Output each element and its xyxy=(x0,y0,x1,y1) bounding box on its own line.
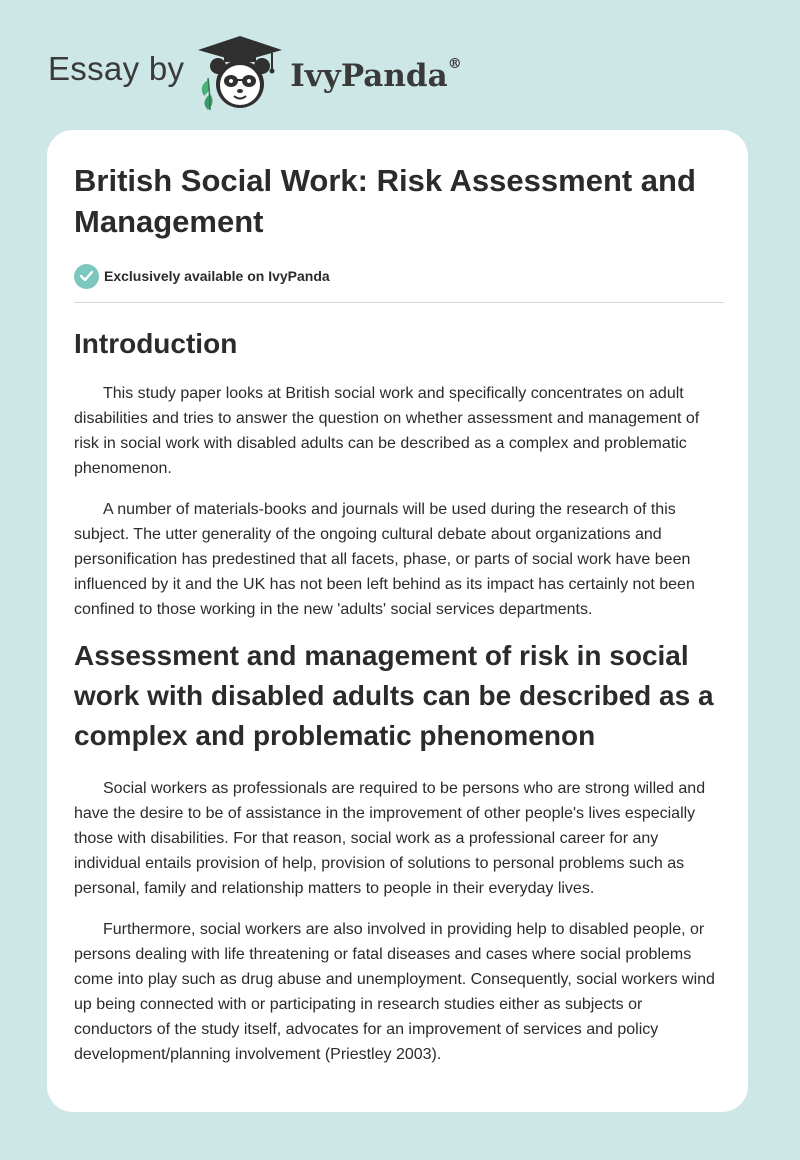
section-heading-assessment: Assessment and management of risk in social work with disabled adults can be described as a complex and problematic phenomenon xyxy=(74,640,714,751)
essay-title: British Social Work: Risk Assessment and Management xyxy=(74,163,696,239)
paragraph: Social workers as professionals are required to be persons who are strong willed and have the desire to be of assistance in the improvement of other people's lives especially those with disabilities. For that reason, social work as a professional career for any individual entails provision of help, provision of solutions to personal problems such as personal, family and relationship matters to people in their everyday lives. xyxy=(74,780,706,897)
paragraph: This study paper looks at British social work and specifically concentrates on adult disabilities and tries to answer the question on whether assessment and management of risk in social work with disabled adults can be described as a complex and problematic phenomenon. xyxy=(74,385,700,477)
brand-name[interactable]: IvyPanda® xyxy=(290,56,462,94)
essay-content xyxy=(74,160,724,1067)
essay-by-label: Essay by xyxy=(48,50,185,87)
site-header xyxy=(48,30,462,114)
exclusive-badge-text: Exclusively available on IvyPanda xyxy=(104,268,330,284)
essay-card xyxy=(47,130,748,1112)
exclusive-badge xyxy=(74,262,724,290)
check-icon xyxy=(74,264,99,289)
section-heading-introduction: Introduction xyxy=(74,328,238,359)
paragraph: Furthermore, social workers are also involved in providing help to disabled people, or persons dealing with life threatening or fatal diseases and cases where social problems come into play such as drug abuse and unemployment. Consequently, social workers wind up being connected with or participating in research studies either as subjects or conductors of the study itself, advocates for an improvement of services and policy development/planning involvement (Priestley 2003). xyxy=(74,921,715,1063)
panda-logo-icon[interactable] xyxy=(194,32,286,112)
paragraph: A number of materials-books and journals will be used during the research of this subject. The utter generality of the ongoing cultural debate about organizations and personification has predestined that all facets, phase, or parts of social work have been influenced by it and the UK has not been left behind as its impact has certainly not been confined to those working in the new 'adults' social services departments. xyxy=(74,501,695,618)
divider xyxy=(74,302,724,303)
registered-mark: ® xyxy=(447,56,462,72)
